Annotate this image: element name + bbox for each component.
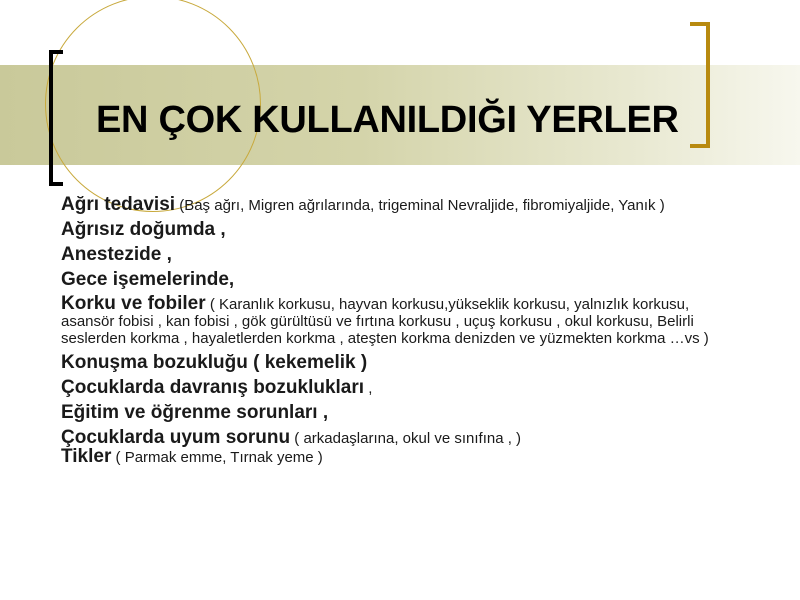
list-item bbox=[61, 428, 741, 447]
item-heading: Konuşma bozukluğu ( kekemelik ) bbox=[61, 352, 368, 373]
item-heading: Eğitim ve öğrenme sorunları , bbox=[61, 402, 329, 423]
list-item bbox=[61, 220, 741, 239]
item-heading: Çocuklarda uyum sorunu bbox=[61, 427, 291, 448]
right-bracket-decoration bbox=[690, 22, 710, 148]
list-item bbox=[61, 447, 741, 466]
list-item bbox=[61, 270, 741, 289]
bullet-list bbox=[61, 196, 741, 472]
item-heading: Ağrı tedavisi bbox=[61, 194, 176, 215]
list-item bbox=[61, 295, 741, 347]
item-heading: Korku ve fobiler bbox=[61, 293, 206, 314]
list-item bbox=[61, 403, 741, 422]
item-detail: ( arkadaşlarına, okul ve sınıfına , ) bbox=[290, 430, 522, 447]
item-heading: Anestezide , bbox=[61, 244, 172, 265]
item-heading: Ağrısız doğumda , bbox=[61, 219, 226, 240]
item-detail: (Baş ağrı, Migren ağrılarında, trigeminal Nevraljide, fibromiyaljide, Yanık ) bbox=[175, 197, 665, 214]
item-detail: ( Parmak emme, Tırnak yeme ) bbox=[111, 449, 323, 466]
list-item bbox=[61, 353, 741, 372]
item-heading: Gece işemelerinde, bbox=[61, 269, 235, 290]
item-detail: , bbox=[364, 380, 373, 397]
list-item bbox=[61, 196, 741, 214]
list-item bbox=[61, 245, 741, 264]
item-heading: Tikler bbox=[61, 446, 112, 467]
item-heading: Çocuklarda davranış bozuklukları bbox=[61, 377, 365, 398]
slide-title: EN ÇOK KULLANILDIĞI YERLER bbox=[96, 99, 679, 141]
item-detail: ( Karanlık korkusu, hayvan korkusu,yükseklik korkusu, yalnızlık korkusu, asansör fobisi , kan fobisi , gök gürültüsü ve fırtına korkusu , uçuş korkusu , okul korkusu, Belirli seslerden korkma , hayaletlerden korkma , ateşten korkma denizden ve yüzmekten korkma …vs ) bbox=[61, 296, 709, 347]
left-bracket-decoration bbox=[49, 50, 63, 186]
list-item bbox=[61, 378, 741, 397]
